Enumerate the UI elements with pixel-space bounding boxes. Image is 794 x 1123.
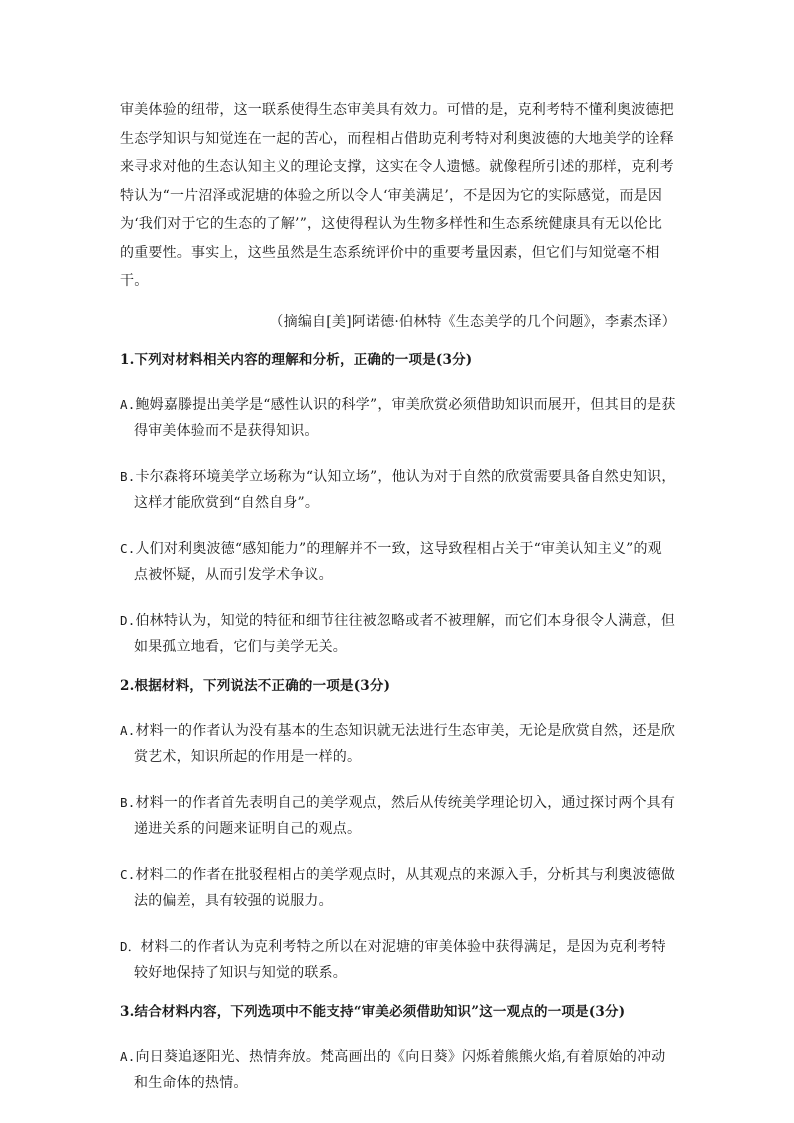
passage-source: （摘编自[美]阿诺德·伯林特《生态美学的几个问题》，李素杰译） xyxy=(269,313,676,330)
option-text: 人们对利奥波德“感知能力”的理解并不一致，这导致程相占关于“审美认知主义”的观点被怀疑，从而引发学术争议。 xyxy=(134,540,662,583)
option-letter: D． xyxy=(120,938,141,954)
option-letter: A. xyxy=(120,1048,136,1064)
option-letter: B. xyxy=(120,468,136,484)
option-c[interactable] xyxy=(120,862,676,914)
option-a[interactable] xyxy=(120,1044,676,1096)
option-text: 材料二的作者在批驳程相占的美学观点时，从其观点的来源入手，分析其与利奥波德做法的偏差，具有较强的说服力。 xyxy=(134,866,676,909)
question-stem: 1.下列对材料相关内容的理解和分析，正确的一项是(3分) xyxy=(120,351,473,368)
document-page xyxy=(120,96,676,1096)
option-text: 鲍姆嘉滕提出美学是“感性认识的科学”，审美欣赏必须借助知识而展开，但其目的是获得审美体验而不是获得知识。 xyxy=(134,396,676,439)
option-text: 向日葵追逐阳光、热情奔放。梵高画出的《向日葵》闪烁着熊熊火焰,有着原始的冲动和生命体的热情。 xyxy=(134,1048,666,1091)
option-c[interactable] xyxy=(120,536,676,588)
option-text: 材料二的作者认为克利考特之所以在对泥塘的审美体验中获得满足，是因为克利考特较好地保持了知识与知觉的联系。 xyxy=(134,938,666,981)
option-letter: B. xyxy=(120,794,136,810)
question-2 xyxy=(120,674,676,986)
option-b[interactable] xyxy=(120,790,676,842)
option-d[interactable] xyxy=(120,608,676,660)
option-text: 卡尔森将环境美学立场称为“认知立场”，他认为对于自然的欣赏需要具备自然史知识，这样才能欣赏到“自然自身”。 xyxy=(134,468,676,511)
option-letter: A. xyxy=(120,722,136,738)
option-b[interactable] xyxy=(120,464,676,516)
option-a[interactable] xyxy=(120,392,676,444)
option-a[interactable] xyxy=(120,718,676,770)
option-text: 伯林特认为，知觉的特征和细节往往被忽略或者不被理解，而它们本身很令人满意，但如果孤立地看，它们与美学无关。 xyxy=(134,612,676,655)
option-text: 材料一的作者认为没有基本的生态知识就无法进行生态审美，无论是欣赏自然，还是欣赏艺术，知识所起的作用是一样的。 xyxy=(134,722,676,765)
option-letter: C. xyxy=(120,866,136,882)
passage-paragraph: 审美体验的纽带，这一联系使得生态审美具有效力。可惜的是，克利考特不懂利奥波德把生态学知识与知觉连在一起的苦心，而程相占借助克利考特对利奥波德的大地美学的诠释来寻求对他的生态认知主义的理论支撑，这实在令人遗憾。就像程所引述的那样，克利考特认为“一片沼泽或泥塘的体验之所以令人‘审美满足’，不是因为它的实际感觉，而是因为‘我们对于它的生态的了解’”，这使得程认为生物多样性和生态系统健康具有无以伦比的重要性。事实上，这些虽然是生态系统评价中的重要考量因素，但它们与知觉毫不相干。 xyxy=(120,102,674,289)
question-3 xyxy=(120,1000,676,1096)
option-d[interactable] xyxy=(120,934,676,986)
question-1 xyxy=(120,348,676,660)
question-stem: 3.结合材料内容，下列选项中不能支持“审美必须借助知识”这一观点的一项是(3分) xyxy=(120,1003,626,1020)
option-letter: D. xyxy=(120,612,136,628)
option-letter: C. xyxy=(120,540,136,556)
option-text: 材料一的作者首先表明自己的美学观点，然后从传统美学理论切入，通过探讨两个具有递进关系的问题来证明自己的观点。 xyxy=(134,794,676,837)
question-stem: 2.根据材料，下列说法不正确的一项是(3分) xyxy=(120,677,391,694)
option-letter: A. xyxy=(120,396,136,412)
